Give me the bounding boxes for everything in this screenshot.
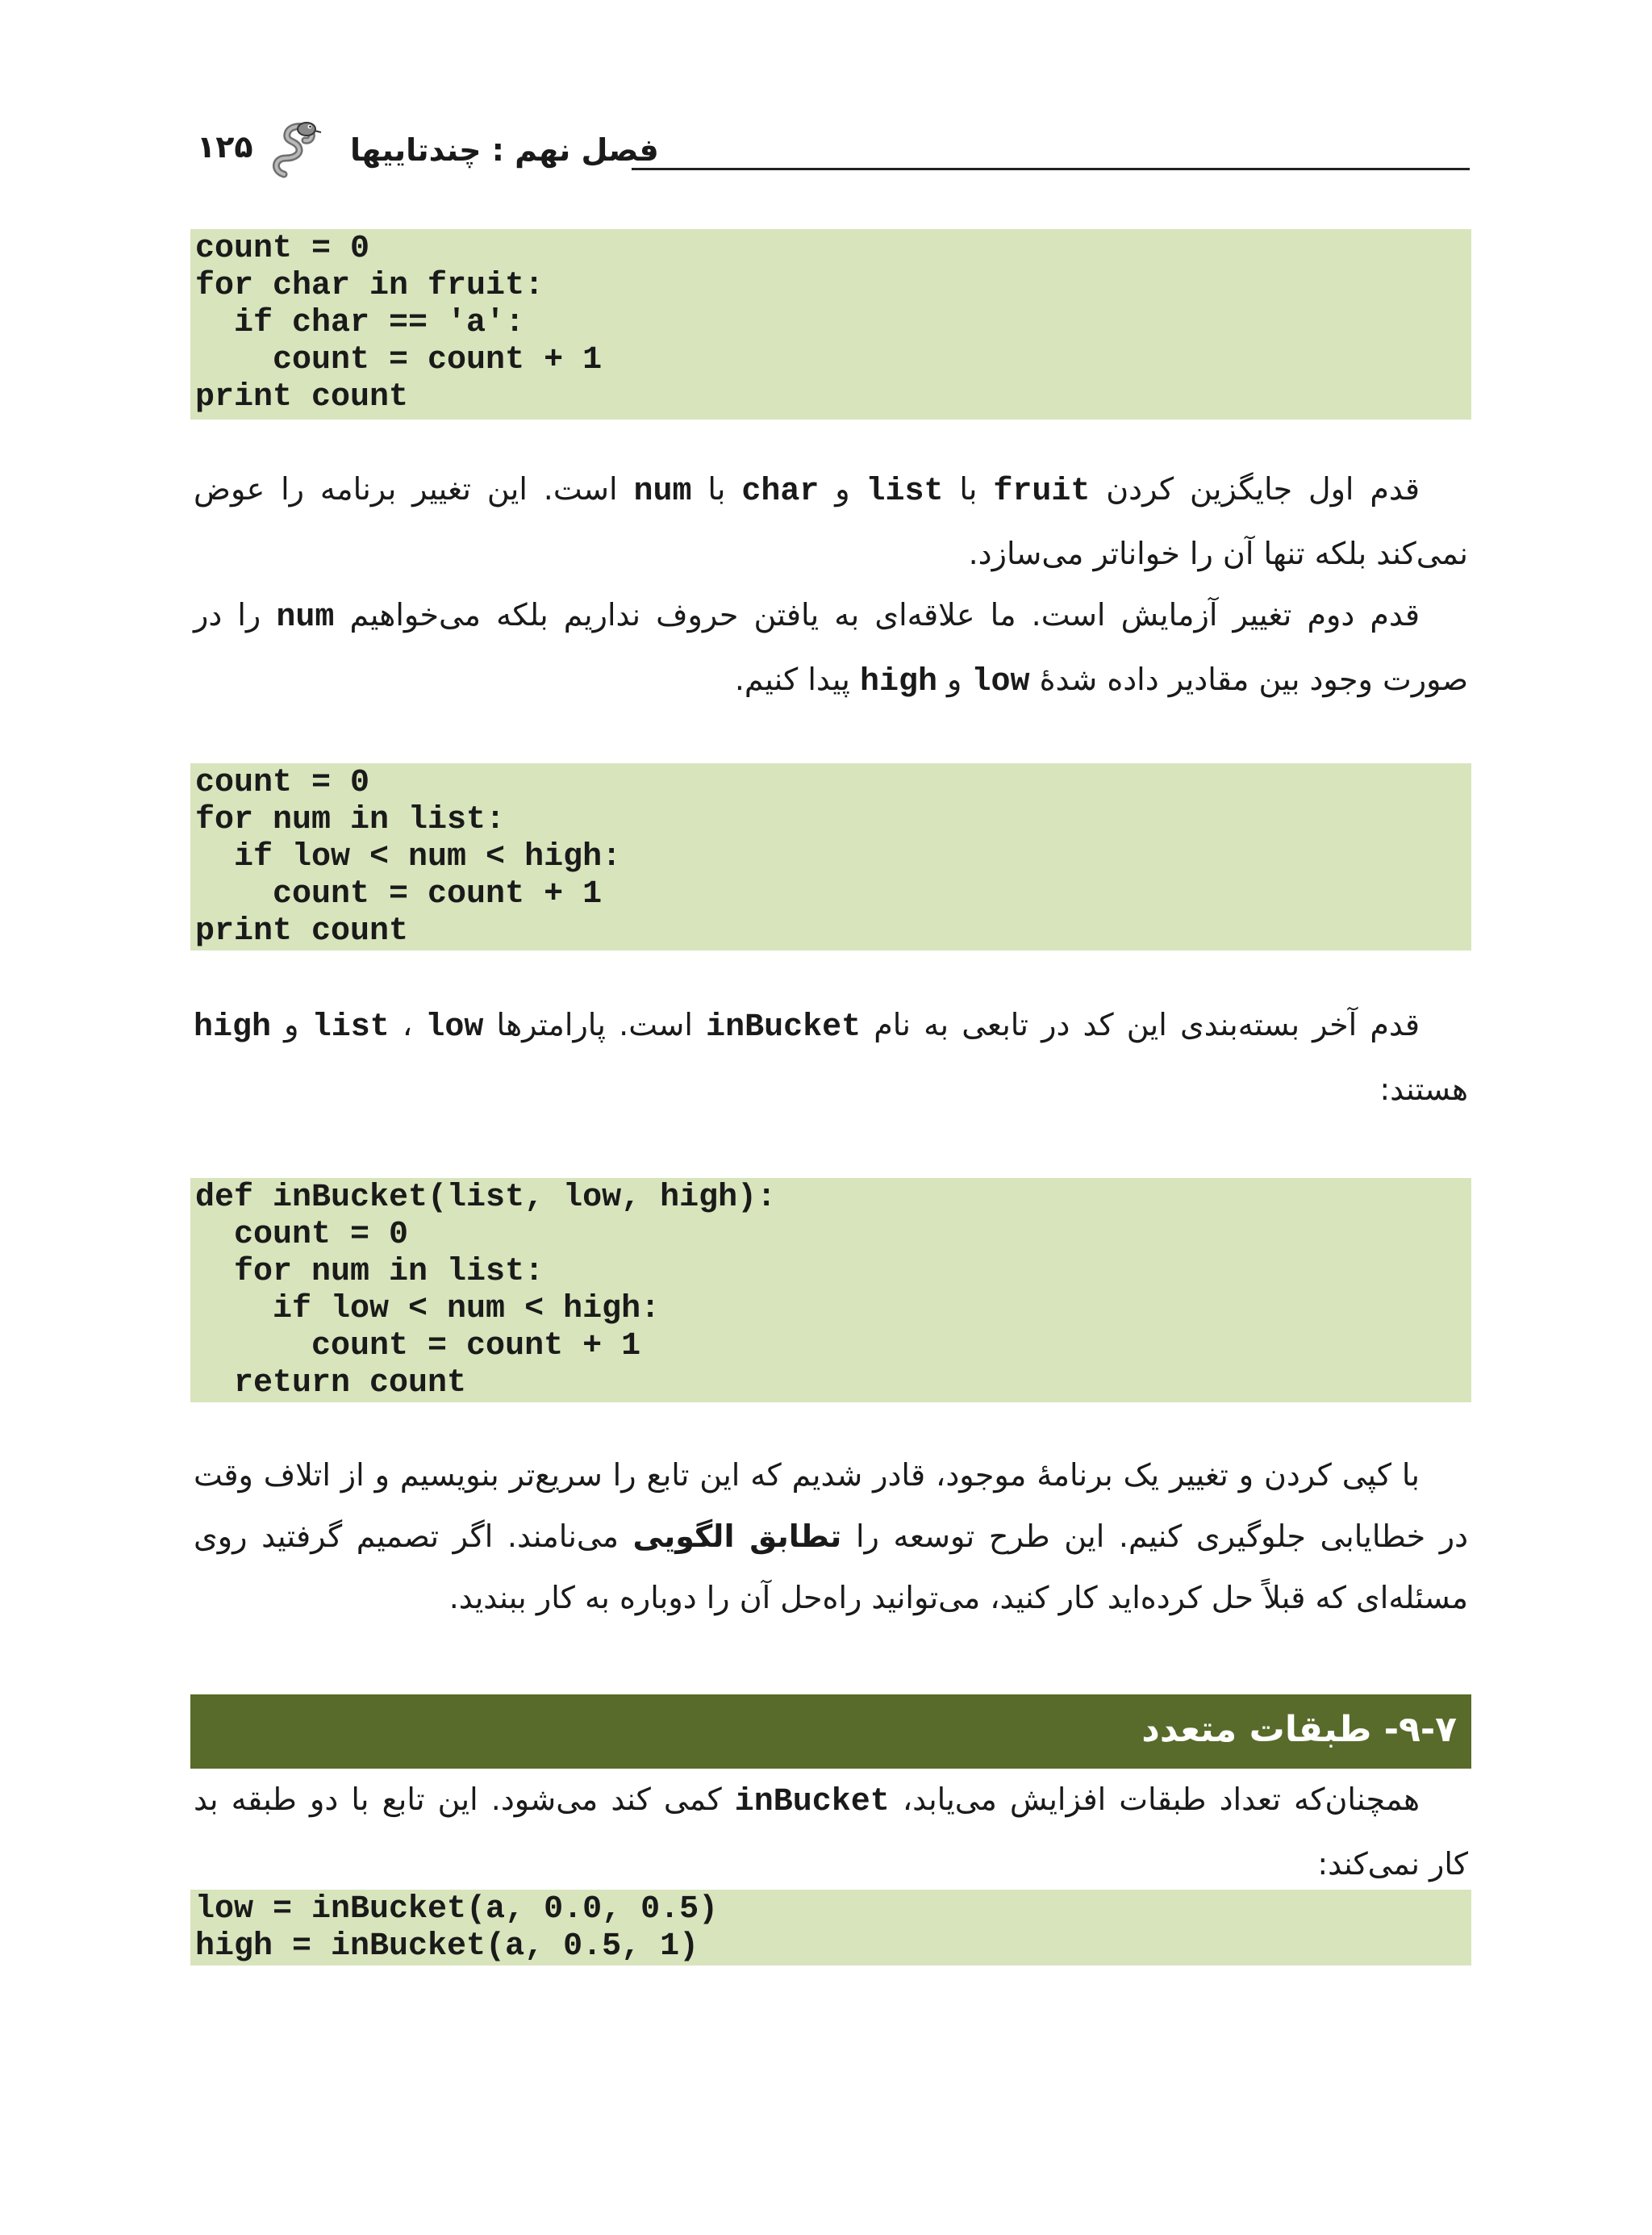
code-line: count = count + 1 bbox=[195, 876, 603, 913]
page-header bbox=[192, 129, 1470, 178]
code-block bbox=[190, 229, 1471, 420]
code-line: high = inBucket(a, 0.5, 1) bbox=[195, 1928, 699, 1965]
snake-mascot-icon bbox=[266, 118, 331, 182]
body-text bbox=[194, 1769, 1468, 1895]
header-rule bbox=[632, 168, 1470, 170]
code-line: for char in fruit: bbox=[195, 268, 544, 304]
code-block bbox=[190, 1890, 1471, 1966]
code-line: return count bbox=[195, 1365, 467, 1402]
body-text bbox=[194, 1444, 1468, 1628]
section-title: ۹-۷- طبقات متعدد bbox=[1141, 1709, 1457, 1750]
code-line: print count bbox=[195, 913, 409, 950]
code-line: low = inBucket(a, 0.0, 0.5) bbox=[195, 1891, 719, 1928]
code-line: count = 0 bbox=[195, 1217, 409, 1253]
code-line: print count bbox=[195, 379, 409, 416]
chapter-title: فصل نهم : چندتاییها bbox=[350, 132, 659, 168]
code-line: count = 0 bbox=[195, 231, 370, 267]
code-line: def inBucket(list, low, high): bbox=[195, 1180, 777, 1216]
paragraph: همچنان‌که تعداد طبقات افزایش می‌یابد، inBucket کمی کند می‌شود. این تابع با دو طبقه بد کار نمی‌کند: bbox=[194, 1782, 1468, 1882]
code-line: for num in list: bbox=[195, 802, 506, 838]
paragraph: قدم آخر بسته‌بندی این کد در تابعی به نام inBucket است. پارامترها list ، low و high هستند: bbox=[194, 1007, 1468, 1107]
code-line: for num in list: bbox=[195, 1254, 544, 1290]
section-heading bbox=[190, 1694, 1471, 1769]
code-block bbox=[190, 763, 1471, 950]
page-number: ۱۲۵ bbox=[197, 129, 253, 165]
body-text bbox=[194, 458, 1468, 713]
code-line: if low < num < high: bbox=[195, 1291, 661, 1327]
code-line: count = count + 1 bbox=[195, 342, 603, 378]
paragraph: قدم دوم تغییر آزمایش است. ما علاقه‌ای به یافتن حروف نداریم بلکه می‌خواهیم num را در صورت وجود بین مقادیر داده شدهٔ low و high پیدا کنیم. bbox=[194, 597, 1468, 700]
code-line: count = count + 1 bbox=[195, 1328, 641, 1364]
paragraph: قدم اول جایگزین کردن fruit با list و char با num است. این تغییر برنامه را عوض نمی‌کند بلکه تنها آن را خواناتر می‌سازد. bbox=[194, 471, 1468, 571]
code-block bbox=[190, 1178, 1471, 1402]
paragraph: با کپی کردن و تغییر یک برنامهٔ موجود، قادر شدیم که این تابع را سریع‌تر بنویسیم و از اتلاف وقت در خطایابی جلوگیری کنیم. این طرح توسعه را تطابق الگویی می‌نامند. اگر تصمیم گرفتید روی مسئله‌ای که قبلاً حل کرده‌اید کار کنید، می‌توانید راه‌حل آن را دوباره به کار ببندید. bbox=[194, 1457, 1469, 1615]
code-line: if char == 'a': bbox=[195, 305, 525, 341]
code-line: if low < num < high: bbox=[195, 839, 622, 875]
body-text bbox=[194, 994, 1468, 1120]
code-line: count = 0 bbox=[195, 765, 370, 801]
